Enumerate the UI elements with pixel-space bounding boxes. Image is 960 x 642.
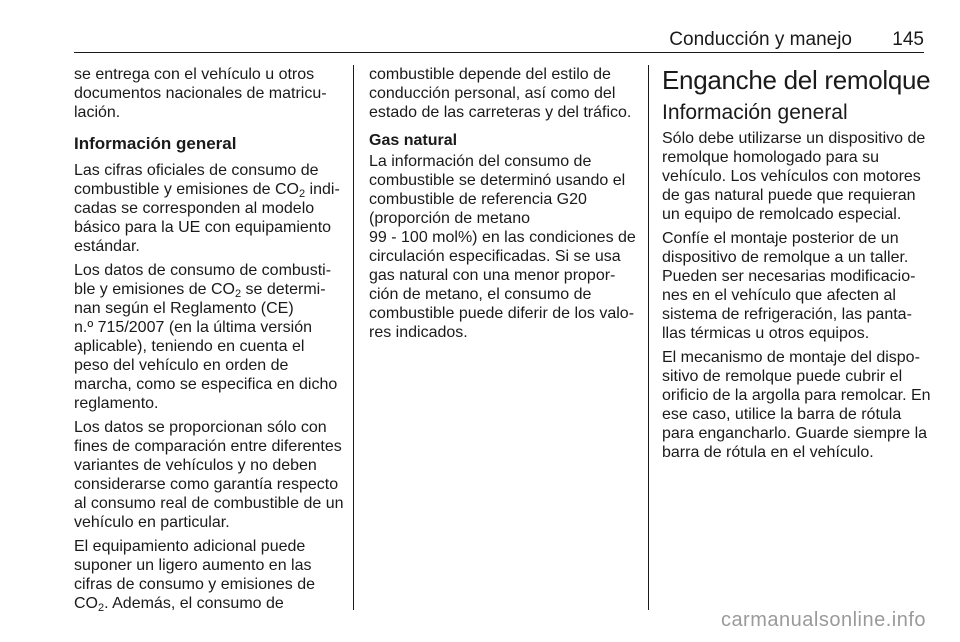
text-line: sistema de refrigeración, las panta- (662, 306, 912, 323)
text-line: estado de las carreteras y del tráfico. (369, 104, 632, 121)
subsection-heading: Gas natural (369, 132, 458, 149)
text-line: orificio de la argolla para remolcar. En (662, 387, 931, 404)
section-heading: Información general (662, 101, 848, 124)
text-line: combustible depende del estilo de (369, 66, 611, 83)
text-line: El mecanismo de montaje del dispo- (662, 349, 920, 366)
text-fragment: se determi- (241, 281, 326, 298)
text-line: El equipamiento adicional puede (74, 538, 306, 555)
text-line: gas natural con una menor propor- (369, 267, 616, 284)
header-divider (74, 52, 924, 53)
text-line: Pueden ser necesarias modificacio- (662, 268, 916, 285)
intro-paragraph (74, 65, 340, 122)
text-line: ese caso, utilice la barra de rótula (662, 406, 902, 423)
text-line: un equipo de remolcado especial. (662, 206, 902, 223)
text-line: 99 - 100 mol%) en las condiciones de (369, 229, 636, 246)
paragraph (74, 537, 340, 613)
text-line: sitivo de remolque puede cubrir el (662, 368, 903, 385)
text-line: de gas natural puede que requieran (662, 187, 916, 204)
text-line: se entrega con el vehículo u otros (74, 66, 315, 83)
text-line: Sólo debe utilizarse un dispositivo de (662, 130, 926, 147)
text-line: variantes de vehículos y no deben (74, 457, 317, 474)
text-line (74, 180, 340, 199)
text-line: combustible de referencia G20 (369, 191, 587, 208)
text-line: estándar. (74, 238, 140, 255)
chapter-title: Enganche del remolque (662, 65, 931, 95)
text-line: documentos nacionales de matricu- (74, 85, 327, 102)
text-line: suponer un ligero aumento en las (74, 557, 312, 574)
column-1 (74, 65, 344, 618)
paragraph (74, 261, 340, 413)
text-line: conducción personal, así como del (369, 85, 616, 102)
text-line: básico para la UE con equipamiento (74, 219, 332, 236)
text-fragment: combustible y emisiones de CO (74, 181, 299, 198)
column-3 (662, 65, 931, 467)
paragraph (662, 229, 928, 343)
watermark: carmanualsonline.info (720, 609, 926, 631)
text-line: cifras de consumo y emisiones de (74, 576, 315, 593)
text-line: cadas se corresponden al modelo (74, 200, 315, 217)
text-line: peso del vehículo en orden de (74, 357, 289, 374)
text-line: (proporción de metano (369, 210, 530, 227)
page-number: 145 (892, 29, 924, 50)
text-line: remolque homologado para su (662, 149, 880, 166)
text-line: lación. (74, 104, 121, 121)
text-line: La información del consumo de (369, 153, 592, 170)
text-fragment: . Además, el consumo de (104, 595, 284, 612)
paragraph (662, 129, 928, 224)
paragraph (662, 348, 931, 462)
column-divider-2 (648, 65, 649, 610)
text-line: barra de rótula en el vehículo. (662, 444, 874, 461)
text-line: res indicados. (369, 324, 468, 341)
subscript: 2 (234, 288, 242, 300)
text-line: Las cifras oficiales de consumo de (74, 162, 319, 179)
text-line: Los datos de consumo de combusti- (74, 262, 332, 279)
text-line: Confíe el montaje posterior de un (662, 230, 899, 247)
subscript: 2 (298, 188, 306, 200)
text-line: llas térmicas u otros equipos. (662, 325, 870, 342)
text-line (74, 594, 340, 613)
text-line (74, 280, 340, 299)
text-line: combustible puede diferir de los valo- (369, 305, 635, 322)
paragraph (74, 418, 344, 532)
text-line: dispositivo de remolque a un taller. (662, 249, 909, 266)
text-fragment: ble y emisiones de CO (74, 281, 235, 298)
text-line: n.º 715/2007 (en la última versión (74, 319, 312, 336)
section-heading: Información general (74, 134, 237, 153)
text-line: para engancharlo. Guarde siempre la (662, 425, 928, 442)
text-line: vehículo. Los vehículos con motores (662, 168, 921, 185)
subscript: 2 (98, 602, 105, 614)
text-line: reglamento. (74, 395, 159, 412)
text-fragment: CO (74, 595, 98, 612)
text-line: vehículo en particular. (74, 514, 230, 531)
text-line: ción de metano, el consumo de (369, 286, 592, 303)
text-line: circulación especificadas. Si se usa (369, 248, 621, 265)
text-line: considerarse como garantía respecto (74, 476, 339, 493)
text-line: nes en el vehículo que afecten al (662, 287, 896, 304)
paragraph (74, 161, 340, 256)
paragraph (369, 65, 635, 122)
text-line: marcha, como se especifica en dicho (74, 376, 338, 393)
text-line: nan según el Reglamento (CE) (74, 300, 294, 317)
text-line: aplicable), teniendo en cuenta el (74, 338, 305, 355)
page-header (74, 30, 924, 50)
text-line: al consumo real de combustible de un (74, 495, 344, 512)
column-2 (369, 65, 635, 347)
column-divider-1 (353, 65, 354, 610)
text-fragment: indi- (305, 181, 340, 198)
text-line: combustible se determinó usando el (369, 172, 626, 189)
paragraph (369, 152, 635, 342)
section-title: Conducción y manejo (669, 29, 852, 50)
text-line: fines de comparación entre diferentes (74, 438, 342, 455)
text-line: Los datos se proporcionan sólo con (74, 419, 327, 436)
